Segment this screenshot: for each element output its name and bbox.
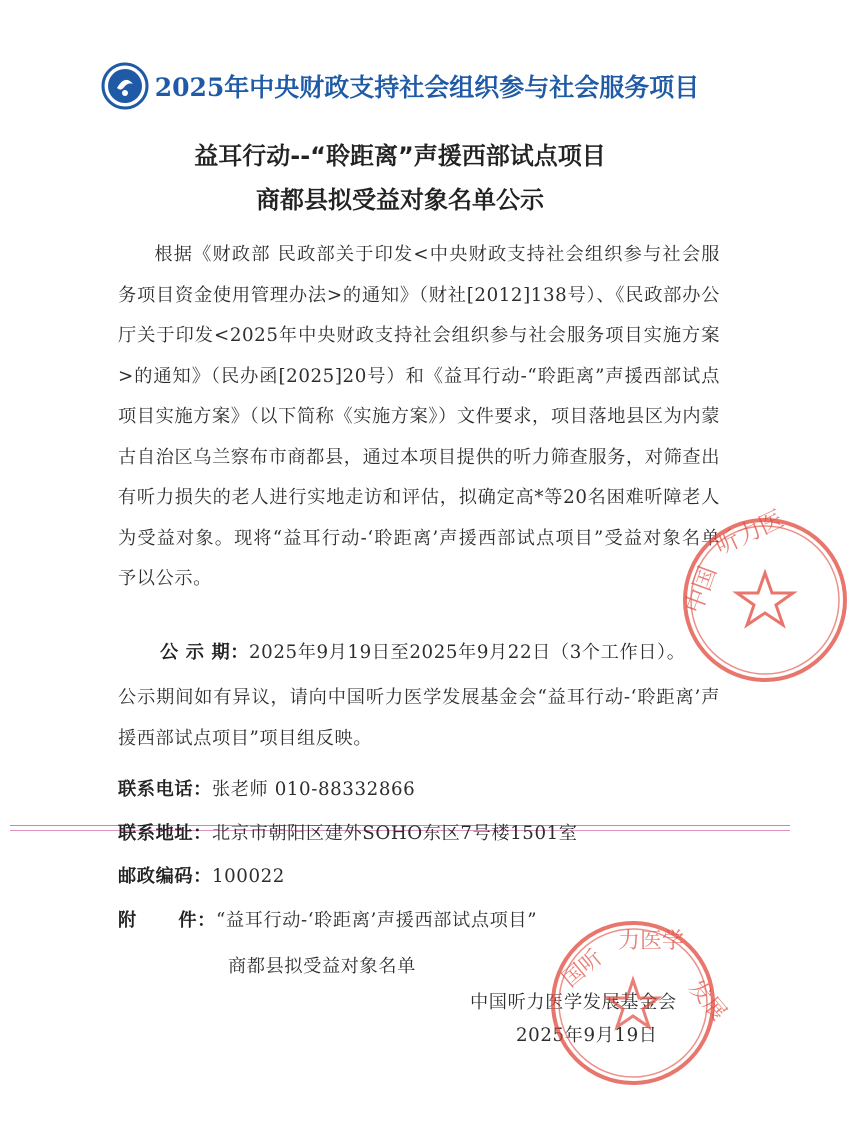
- notice-period-continuation: 公示期间如有异议，请向中国听力医学发展基金会“益耳行动-‘聆距离’声援西部试点项目”项目组反映。: [118, 687, 720, 749]
- attachment: [118, 906, 537, 932]
- svg-text:中国: 中国: [679, 562, 723, 618]
- svg-text:力医学: 力医学: [618, 929, 685, 954]
- notice-period-value: 2025年9月19日至2025年9月22日（3个工作日）。: [249, 642, 686, 663]
- foundation-logo-icon: [101, 62, 149, 110]
- document-title-line2: 商都县拟受益对象名单公示: [256, 186, 544, 214]
- header: [0, 62, 800, 110]
- svg-text:发展: 发展: [683, 975, 731, 1026]
- postcode-value: 100022: [211, 866, 285, 887]
- contact-phone: [118, 775, 415, 801]
- contact-phone-label: 联系电话：: [118, 779, 212, 800]
- notice-period: [160, 638, 686, 664]
- document-title-line1: 益耳行动--“聆距离”声援西部试点项目: [194, 142, 606, 170]
- svg-text:听力医: 听力医: [710, 504, 788, 561]
- postcode-label: 邮政编码：: [118, 866, 212, 887]
- attachment-label: 附 件：: [118, 910, 216, 931]
- attachment-value: “益耳行动-‘聆距离’声援西部试点项目”: [215, 910, 538, 931]
- attachment-value-line2: 商都县拟受益对象名单: [228, 956, 416, 977]
- contact-address-value: 北京市朝阳区建外SOHO东区7号楼1501室: [211, 823, 578, 844]
- body-paragraph: 根据《财政部 民政部关于印发<中央财政支持社会组织参与社会服务项目资金使用管理办法>的通知》（财社[2012]138号）、《民政部办公厅关于印发<2025年中央财政支持社会组织参与社会服务项目实施方案>的通知》（民办函[2025]20号）和《益耳行动-“聆距离”声援西部试点项目实施方案》（以下简称《实施方案》）文件要求，项目落地县区为内蒙古自治区乌兰察布市商都县，通过本项目提供的听力筛查服务，对筛查出有听力损失的老人进行实地走访和评估，拟确定高*等20名困难听障老人为受益对象。现将“益耳行动-‘聆距离’声援西部试点项目”受益对象名单予以公示。: [118, 244, 720, 589]
- postcode: [118, 862, 285, 888]
- notice-period-label: 公 示 期：: [160, 642, 250, 663]
- issue-date: 2025年9月19日: [516, 1025, 658, 1046]
- contact-address: [118, 819, 578, 845]
- contact-phone-value: 张老师 010-88332866: [211, 779, 416, 800]
- contact-address-label: 联系地址：: [118, 823, 212, 844]
- svg-text:国听: 国听: [557, 945, 608, 993]
- issuing-organization: 中国听力医学发展基金会: [470, 992, 677, 1013]
- header-title: 2025年中央财政支持社会组织参与社会服务项目: [154, 73, 700, 102]
